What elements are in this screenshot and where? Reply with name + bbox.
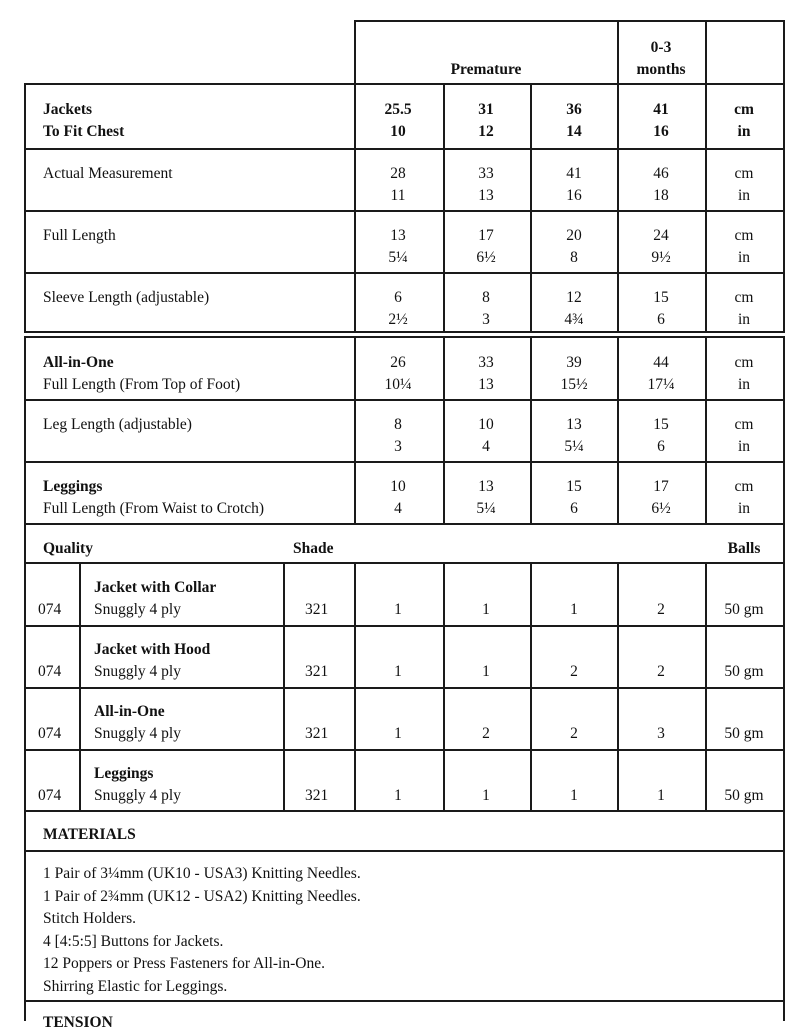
- col-rule: [443, 272, 445, 333]
- col-rule: [443, 337, 445, 399]
- header-top-rule: [354, 20, 785, 22]
- size-in-value: 16: [566, 187, 582, 204]
- size-in-value: 12: [478, 123, 494, 140]
- age-header-months: months: [636, 61, 686, 78]
- ball-count: 2: [657, 663, 665, 680]
- ball-count: 1: [570, 601, 578, 618]
- size-in-value: 14: [566, 123, 582, 140]
- premature-header: Premature: [450, 61, 522, 78]
- size-cm-value: 15: [653, 289, 669, 306]
- size-cm-value: 8: [394, 416, 402, 433]
- size-in-value: 11: [390, 187, 406, 204]
- row-sublabel: Full Length (From Waist to Crotch): [43, 500, 265, 517]
- col-rule: [705, 272, 707, 333]
- size-in-value: 13: [478, 187, 494, 204]
- col-rule: [617, 84, 619, 148]
- quality-code: 074: [38, 725, 62, 742]
- col-rule: [530, 399, 532, 461]
- col-rule: [617, 687, 619, 749]
- col-rule: [79, 625, 81, 687]
- size-in-value: 5¼: [388, 249, 408, 266]
- col-rule: [24, 210, 26, 272]
- quality-code: 074: [38, 787, 62, 804]
- size-in-value: 6½: [476, 249, 496, 266]
- ball-count: 1: [482, 601, 490, 618]
- size-cm-value: 13: [390, 227, 406, 244]
- size-in-value: 6½: [651, 500, 671, 517]
- col-rule: [783, 84, 785, 148]
- ball-count: 1: [394, 663, 402, 680]
- ball-count: 1: [482, 663, 490, 680]
- col-rule: [530, 337, 532, 399]
- col-rule: [354, 272, 356, 333]
- col-rule: [443, 749, 445, 810]
- row-label: Jackets: [43, 101, 93, 118]
- col-rule: [443, 461, 445, 523]
- col-rule: [705, 210, 707, 272]
- row-rule: [24, 272, 785, 274]
- col-rule: [24, 337, 26, 399]
- size-cm-value: 24: [653, 227, 669, 244]
- col-rule: [617, 625, 619, 687]
- row-label: Full Length: [43, 227, 116, 244]
- col-rule: [617, 563, 619, 625]
- ball-count: 1: [394, 601, 402, 618]
- size-in-value: 2½: [388, 311, 408, 328]
- col-rule: [79, 687, 81, 749]
- materials-heading: MATERIALS: [43, 826, 136, 843]
- ball-count: 2: [482, 725, 490, 742]
- size-in-value: 10¼: [384, 376, 412, 393]
- row-label: All-in-One: [43, 354, 114, 371]
- col-rule: [617, 461, 619, 523]
- col-rule: [530, 84, 532, 148]
- col-rule: [24, 399, 26, 461]
- material-item: Shirring Elastic for Leggings.: [43, 977, 228, 995]
- col-rule: [705, 84, 707, 148]
- size-in-value: 6: [657, 311, 665, 328]
- col-rule: [79, 563, 81, 625]
- unit-cm: cm: [734, 289, 754, 306]
- col-rule: [283, 687, 285, 749]
- col-rule: [705, 687, 707, 749]
- size-in-value: 5¼: [476, 500, 496, 517]
- quality-code: 074: [38, 663, 62, 680]
- col-rule: [24, 749, 26, 810]
- age-header: 0-3: [650, 39, 672, 56]
- col-rule: [617, 148, 619, 210]
- col-rule: [530, 272, 532, 333]
- section-bottom-rule: [24, 523, 785, 525]
- col-rule: [783, 563, 785, 625]
- size-in-value: 15½: [560, 376, 588, 393]
- row-rule: [24, 148, 785, 150]
- col-rule: [783, 461, 785, 523]
- ball-count: 1: [394, 725, 402, 742]
- row-rule: [24, 687, 785, 689]
- row-rule: [24, 810, 785, 812]
- col-rule: [354, 337, 356, 399]
- material-item: 1 Pair of 2¾mm (UK12 - USA2) Knitting Needles.: [43, 887, 361, 905]
- ball-weight: 50 gm: [724, 663, 764, 680]
- unit-in: in: [737, 249, 751, 266]
- shade-code: 321: [305, 725, 329, 742]
- table-top-rule: [24, 83, 785, 85]
- col-rule: [783, 625, 785, 687]
- col-rule: [24, 563, 26, 625]
- col-rule: [443, 148, 445, 210]
- row-sublabel: To Fit Chest: [43, 123, 125, 140]
- size-in-value: 13: [478, 376, 494, 393]
- col-rule: [354, 625, 356, 687]
- col-rule: [354, 563, 356, 625]
- header-col-rule: [617, 20, 619, 84]
- size-cm-value: 15: [653, 416, 669, 433]
- size-in-value: 5¼: [564, 438, 584, 455]
- size-cm-value: 46: [653, 165, 669, 182]
- size-in-value: 8: [570, 249, 578, 266]
- col-rule: [24, 272, 26, 333]
- size-cm-value: 33: [478, 354, 494, 371]
- unit-cm: cm: [734, 416, 754, 433]
- col-rule: [24, 148, 26, 210]
- size-cm-value: 20: [566, 227, 582, 244]
- garment-name: Jacket with Collar: [94, 579, 217, 596]
- unit-in: in: [737, 376, 751, 393]
- size-cm-value: 28: [390, 165, 406, 182]
- col-rule: [283, 749, 285, 810]
- shade-header: Shade: [293, 540, 334, 557]
- col-rule: [783, 210, 785, 272]
- col-rule: [354, 749, 356, 810]
- garment-name: Leggings: [94, 765, 154, 782]
- size-cm-value: 6: [394, 289, 402, 306]
- col-rule: [79, 749, 81, 810]
- size-in-value: 6: [657, 438, 665, 455]
- size-cm-value: 10: [478, 416, 494, 433]
- col-rule: [705, 749, 707, 810]
- tension-heading: TENSION: [43, 1014, 113, 1031]
- size-cm-value: 26: [390, 354, 406, 371]
- unit-in: in: [737, 311, 751, 328]
- col-rule: [530, 461, 532, 523]
- col-rule: [530, 687, 532, 749]
- ball-weight: 50 gm: [724, 725, 764, 742]
- size-cm-value: 39: [566, 354, 582, 371]
- balls-header: Balls: [727, 540, 761, 557]
- col-rule: [617, 749, 619, 810]
- row-label: Leg Length (adjustable): [43, 416, 192, 433]
- col-rule: [354, 687, 356, 749]
- unit-in: in: [737, 187, 751, 204]
- material-item: 4 [4:5:5] Buttons for Jackets.: [43, 932, 224, 950]
- garment-name: Jacket with Hood: [94, 641, 211, 658]
- col-rule: [283, 563, 285, 625]
- ball-count: 3: [657, 725, 665, 742]
- col-rule: [705, 461, 707, 523]
- size-cm-value: 17: [653, 478, 669, 495]
- quality-code: 074: [38, 601, 62, 618]
- row-rule: [24, 625, 785, 627]
- col-rule: [24, 523, 26, 563]
- col-rule: [443, 563, 445, 625]
- col-rule: [354, 148, 356, 210]
- col-rule: [354, 84, 356, 148]
- materials-rule: [24, 850, 785, 852]
- shade-code: 321: [305, 663, 329, 680]
- size-in-value: 3: [394, 438, 402, 455]
- size-cm-value: 31: [478, 101, 494, 118]
- col-rule: [530, 749, 532, 810]
- unit-cm: cm: [734, 101, 754, 118]
- row-sublabel: Full Length (From Top of Foot): [43, 376, 241, 393]
- yarn-name: Snuggly 4 ply: [94, 725, 181, 742]
- col-rule: [530, 210, 532, 272]
- size-cm-value: 33: [478, 165, 494, 182]
- col-rule: [24, 687, 26, 749]
- header-col-rule: [705, 20, 707, 84]
- row-rule: [24, 461, 785, 463]
- col-rule: [705, 337, 707, 399]
- size-cm-value: 12: [566, 289, 582, 306]
- row-rule: [24, 749, 785, 751]
- section-double-rule: [24, 336, 785, 338]
- size-in-value: 16: [653, 123, 669, 140]
- col-rule: [783, 399, 785, 461]
- col-rule: [354, 461, 356, 523]
- ball-count: 1: [482, 787, 490, 804]
- header-right-rule: [783, 20, 785, 84]
- quality-header: Quality: [43, 540, 93, 557]
- unit-in: in: [737, 438, 751, 455]
- col-rule: [705, 399, 707, 461]
- size-cm-value: 15: [566, 478, 582, 495]
- row-label: Leggings: [43, 478, 103, 495]
- row-rule: [24, 399, 785, 401]
- unit-cm: cm: [734, 165, 754, 182]
- size-in-value: 9½: [651, 249, 671, 266]
- yarn-name: Snuggly 4 ply: [94, 787, 181, 804]
- size-in-value: 17¼: [647, 376, 675, 393]
- size-cm-value: 36: [566, 101, 582, 118]
- size-cm-value: 13: [478, 478, 494, 495]
- row-rule: [24, 210, 785, 212]
- garment-name: All-in-One: [94, 703, 165, 720]
- ball-count: 2: [570, 663, 578, 680]
- col-rule: [24, 461, 26, 523]
- size-in-value: 10: [390, 123, 406, 140]
- unit-in: in: [737, 123, 751, 140]
- col-rule: [783, 687, 785, 749]
- col-rule: [283, 625, 285, 687]
- size-in-value: 4¾: [564, 311, 584, 328]
- ball-weight: 50 gm: [724, 787, 764, 804]
- col-rule: [443, 687, 445, 749]
- size-cm-value: 41: [566, 165, 582, 182]
- material-item: 1 Pair of 3¼mm (UK10 - USA3) Knitting Needles.: [43, 865, 361, 882]
- unit-cm: cm: [734, 354, 754, 371]
- col-rule: [783, 272, 785, 333]
- col-rule: [530, 563, 532, 625]
- yarn-header-rule: [24, 562, 785, 564]
- size-cm-value: 8: [482, 289, 490, 306]
- size-cm-value: 25.5: [384, 101, 412, 118]
- col-rule: [24, 84, 26, 148]
- col-rule: [705, 563, 707, 625]
- size-in-value: 6: [570, 500, 578, 517]
- yarn-name: Snuggly 4 ply: [94, 663, 181, 680]
- col-rule: [617, 210, 619, 272]
- ball-count: 1: [657, 787, 665, 804]
- ball-count: 2: [657, 601, 665, 618]
- col-rule: [705, 148, 707, 210]
- col-rule: [783, 810, 785, 1021]
- col-rule: [783, 337, 785, 399]
- col-rule: [530, 148, 532, 210]
- shade-code: 321: [305, 601, 329, 618]
- col-rule: [443, 84, 445, 148]
- ball-weight: 50 gm: [724, 601, 764, 618]
- col-rule: [443, 399, 445, 461]
- col-rule: [443, 210, 445, 272]
- size-cm-value: 17: [478, 227, 494, 244]
- row-label: Sleeve Length (adjustable): [43, 289, 210, 306]
- col-rule: [617, 399, 619, 461]
- ball-count: 1: [570, 787, 578, 804]
- col-rule: [530, 625, 532, 687]
- col-rule: [705, 625, 707, 687]
- col-rule: [617, 272, 619, 333]
- shade-code: 321: [305, 787, 329, 804]
- size-cm-value: 44: [653, 354, 669, 371]
- materials-bottom-rule: [24, 1000, 785, 1002]
- material-item: 12 Poppers or Press Fasteners for All-in-One.: [43, 955, 325, 972]
- col-rule: [617, 337, 619, 399]
- col-rule: [443, 625, 445, 687]
- size-in-value: 4: [482, 438, 490, 455]
- unit-cm: cm: [734, 227, 754, 244]
- col-rule: [783, 749, 785, 810]
- size-in-value: 4: [394, 500, 402, 517]
- size-cm-value: 10: [390, 478, 406, 495]
- size-in-value: 3: [482, 311, 490, 328]
- header-left-rule: [354, 20, 356, 84]
- col-rule: [354, 210, 356, 272]
- col-rule: [24, 810, 26, 1021]
- size-in-value: 18: [653, 187, 669, 204]
- yarn-name: Snuggly 4 ply: [94, 601, 181, 618]
- row-label: Actual Measurement: [43, 165, 173, 182]
- col-rule: [783, 148, 785, 210]
- ball-count: 1: [394, 787, 402, 804]
- unit-in: in: [737, 500, 751, 517]
- ball-count: 2: [570, 725, 578, 742]
- material-item: Stitch Holders.: [43, 910, 136, 927]
- col-rule: [354, 399, 356, 461]
- unit-cm: cm: [734, 478, 754, 495]
- size-cm-value: 13: [566, 416, 582, 433]
- section-double-rule: [24, 331, 785, 333]
- col-rule: [24, 625, 26, 687]
- size-cm-value: 41: [653, 101, 669, 118]
